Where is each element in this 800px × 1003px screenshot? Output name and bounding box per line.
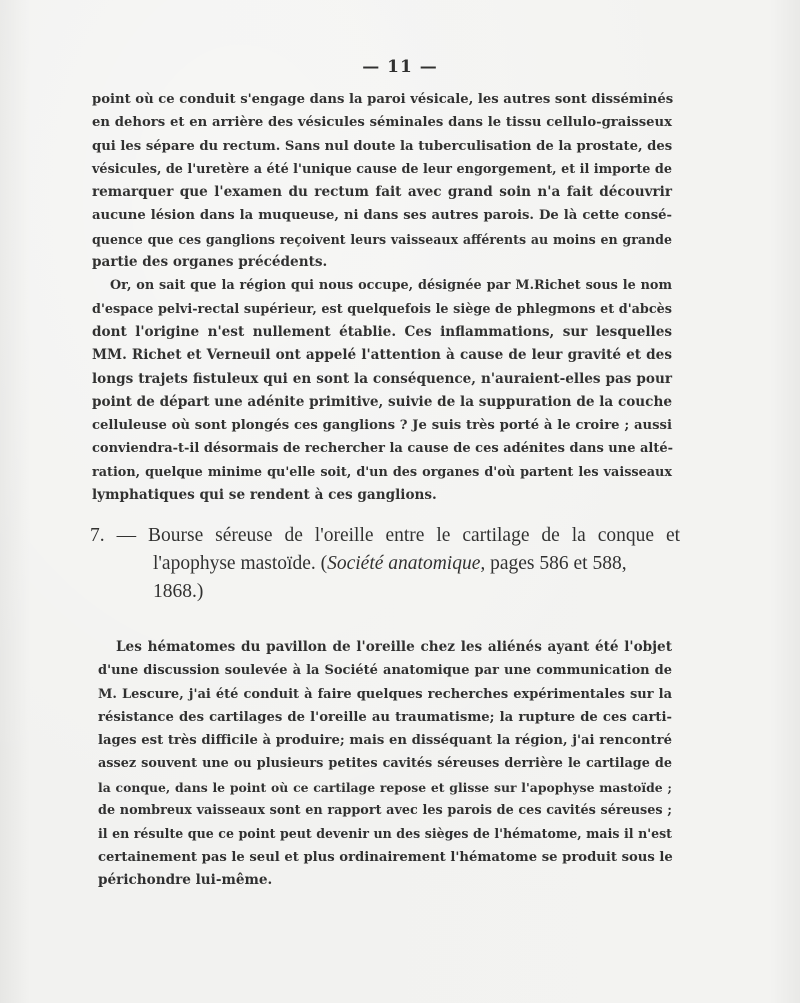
section-heading: [90, 522, 680, 606]
text-line: périchondre lui-même.: [98, 871, 273, 888]
text-line: MM. Richet et Verneuil ont appelé l'attention à cause de leur gravité et des: [92, 347, 672, 364]
text-line: certainement pas le seul et plus ordinairement l'hématome se produit sous le: [98, 849, 673, 865]
text-line: longs trajets fistuleux qui en sont la conséquence, n'auraient-elles pas pour: [92, 370, 672, 387]
section-source-title: Société anatomique,: [327, 553, 486, 574]
text-line: lages est très difficile à produire; mais en disséquant la région, j'ai rencontré: [98, 733, 672, 749]
text-line: d'espace pelvi-rectal supérieur, est quelquefois le siège de phlegmons et d'abcès: [92, 301, 672, 317]
section-title-part: l'apophyse mastoïde. (: [153, 553, 328, 574]
section-year: 1868.): [153, 581, 204, 602]
text-line: partie des organes précédents.: [92, 254, 328, 271]
text-line: la conque, dans le point où ce cartilage repose et glisse sur l'apophyse mastoïde ;: [98, 779, 672, 795]
text-line: qui les sépare du rectum. Sans nul doute la tuberculisation de la prostate, des: [92, 138, 673, 154]
text-block-top: [92, 88, 672, 507]
paragraph-hematomes: [98, 636, 672, 892]
text-line: conviendra-t-il désormais de rechercher la cause de ces adénites dans une alté-: [92, 441, 674, 457]
section-pages: pages 586 et 588,: [485, 553, 627, 574]
paragraph-richet: [92, 274, 672, 507]
section-heading-line: [90, 522, 680, 550]
text-line: quence que ces ganglions reçoivent leurs vaisseaux afférents au moins en grande: [92, 231, 672, 247]
section-title-part: Bourse séreuse de l'oreille entre le cartilage de la conque et: [148, 525, 681, 546]
text-line: il en résulte que ce point peut devenir un des sièges de l'hématome, mais il n'est: [98, 826, 672, 842]
text-line: M. Lescure, j'ai été conduit à faire quelques recherches expérimentales sur la: [98, 686, 672, 702]
text-line: Les hématomes du pavillon de l'oreille chez les aliénés ayant été l'objet: [116, 639, 672, 655]
text-line: de nombreux vaisseaux sont en rapport avec les parois de ces cavités séreuses ;: [98, 803, 672, 819]
section-dash: —: [116, 525, 137, 546]
text-line: point où ce conduit s'engage dans la paroi vésicale, les autres sont disséminés: [92, 92, 674, 107]
text-line: vésicules, de l'uretère a été l'unique cause de leur engorgement, et il importe de: [92, 161, 672, 177]
text-line: ration, quelque minime qu'elle soit, d'un des organes d'où partent les vaisseaux: [92, 464, 672, 480]
text-line: aucune lésion dans la muqueuse, ni dans ses autres parois. De là cette consé-: [92, 208, 672, 224]
text-line: en dehors et en arrière des vésicules séminales dans le tissu cellulo-graisseux: [92, 115, 672, 131]
section-number: 7.: [90, 525, 105, 546]
text-line: Or, on sait que la région qui nous occupe, désignée par M.Richet sous le nom: [110, 278, 672, 294]
text-line: d'une discussion soulevée à la Société anatomique par une communication de: [98, 663, 672, 679]
text-line: lymphatiques qui se rendent à ces ganglions.: [92, 487, 437, 504]
section-heading-line: [90, 550, 680, 578]
section-heading-line: [90, 578, 680, 606]
page-number: — 11 —: [362, 57, 438, 77]
paragraph-continuation: [92, 88, 672, 274]
text-block-bottom: [98, 636, 672, 892]
text-line: résistance des cartilages de l'oreille au traumatisme; la rupture de ces carti-: [98, 709, 672, 725]
text-line: point de départ une adénite primitive, suivie de la suppuration de la couche: [92, 393, 672, 410]
text-line: remarquer que l'examen du rectum fait avec grand soin n'a fait découvrir: [92, 184, 672, 201]
text-line: assez souvent une ou plusieurs petites cavités séreuses derrière le cartilage de: [98, 756, 672, 772]
text-line: celluleuse où sont plongés ces ganglions ? Je suis très porté à le croire ; aussi: [92, 418, 672, 434]
text-line: dont l'origine n'est nullement établie. Ces inflammations, sur lesquelles: [92, 323, 672, 340]
